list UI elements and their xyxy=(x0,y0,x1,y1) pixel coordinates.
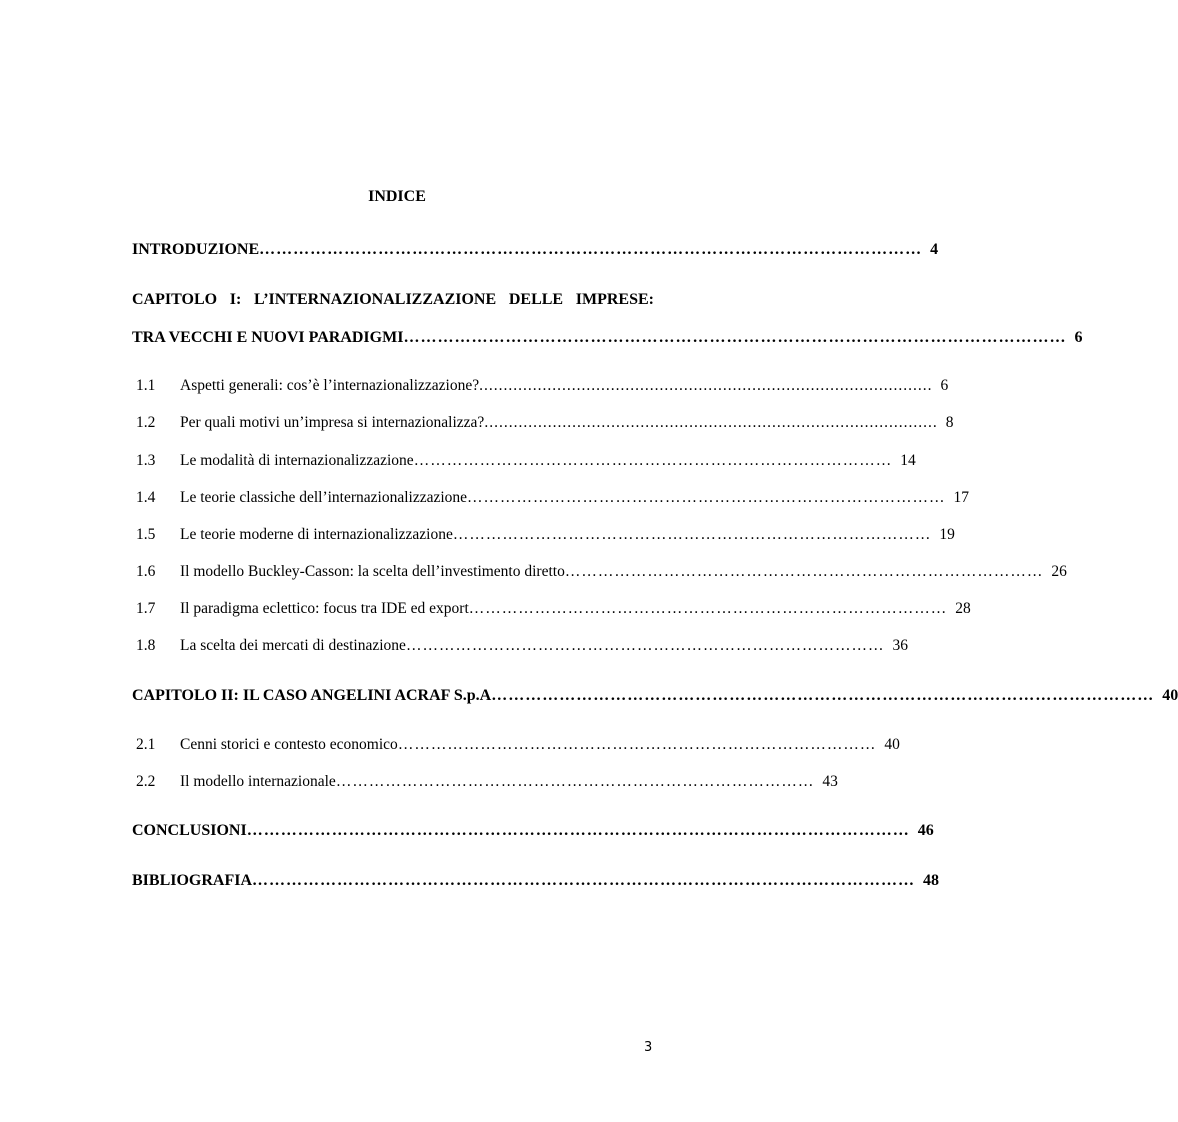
section-label: Il modello internazionale xyxy=(180,773,336,790)
dot-leader: ……………………………………………………………………………………………………… xyxy=(403,329,1067,346)
section-page: 14 xyxy=(900,452,916,469)
section-label: Cenni storici e contesto economico xyxy=(180,736,398,753)
toc-entry-label: BIBLIOGRAFIA xyxy=(132,872,253,889)
dot-leader: …………………………………………………………………………… xyxy=(413,452,893,469)
section-label: Le teorie moderne di internazionalizzazione xyxy=(180,526,453,543)
section-number: 2.2 xyxy=(136,773,156,790)
dot-leader: …………………………………………………………………………… xyxy=(467,489,946,506)
toc-section-2-2[interactable] xyxy=(136,772,838,792)
toc-entry-label: CAPITOLO II: IL CASO ANGELINI ACRAF S.p.A xyxy=(132,687,492,704)
toc-section-1-3[interactable] xyxy=(136,451,916,471)
section-page: 40 xyxy=(884,736,900,753)
page-number: 3 xyxy=(644,1040,653,1055)
section-label: Per quali motivi un’impresa si internazionalizza? xyxy=(180,414,485,431)
section-number: 1.4 xyxy=(136,489,156,506)
section-label: Il modello Buckley-Casson: la scelta dell’investimento diretto xyxy=(180,563,565,580)
toc-entry-label: CONCLUSIONI xyxy=(132,822,247,839)
section-label: Le teorie classiche dell’internazionalizzazione xyxy=(180,489,468,506)
toc-section-1-7[interactable] xyxy=(136,599,971,619)
section-label: Il paradigma eclettico: focus tra IDE ed export xyxy=(180,600,469,617)
section-label: La scelta dei mercati di destinazione xyxy=(180,637,406,654)
section-page: 28 xyxy=(955,600,971,617)
toc-section-1-4[interactable] xyxy=(136,488,970,508)
dot-leader: ……………………………………………………………………………………………………… xyxy=(491,687,1155,704)
toc-entry-chapter2[interactable] xyxy=(132,686,1178,706)
toc-entry-chapter1[interactable] xyxy=(132,328,1083,348)
section-number: 1.3 xyxy=(136,452,156,469)
toc-section-1-2[interactable] xyxy=(136,413,954,433)
toc-entry-bibliography[interactable] xyxy=(132,871,940,891)
dot-leader: …………………………………………………………………………… xyxy=(468,600,948,617)
toc-entry-chapter1-line1[interactable]: CAPITOLO I: L’INTERNAZIONALIZZAZIONE DELLE IMPRESE: xyxy=(132,291,654,308)
toc-entry-label: TRA VECCHI E NUOVI PARADIGMI xyxy=(132,329,404,346)
section-page: 17 xyxy=(953,489,970,506)
toc-entry-page: 48 xyxy=(923,872,940,889)
dot-leader: ……………………………………………………………………………………………………… xyxy=(259,241,923,258)
dot-leader: …………………………………………………………………………… xyxy=(397,736,877,753)
toc-entry-label: INTRODUZIONE xyxy=(132,241,260,258)
dot-leader: ............................................................................................. xyxy=(484,414,938,431)
section-page: 26 xyxy=(1051,563,1067,580)
section-page: 6 xyxy=(940,377,949,394)
section-number: 1.2 xyxy=(136,414,156,431)
section-page: 36 xyxy=(892,637,908,654)
toc-heading: INDICE xyxy=(368,188,426,205)
toc-section-2-1[interactable] xyxy=(136,735,900,755)
toc-section-1-8[interactable] xyxy=(136,636,908,656)
toc-entry-page: 4 xyxy=(930,241,939,258)
section-number: 1.8 xyxy=(136,637,156,654)
section-label: Aspetti generali: cos’è l’internazionalizzazione? xyxy=(180,377,480,394)
toc-entry-conclusions[interactable] xyxy=(132,821,934,841)
section-number: 2.1 xyxy=(136,736,156,753)
toc-entry-page: 46 xyxy=(917,822,934,839)
dot-leader: …………………………………………………………………………… xyxy=(335,773,815,790)
toc-section-1-1[interactable] xyxy=(136,376,949,396)
toc-section-1-6[interactable] xyxy=(136,562,1067,582)
section-number: 1.7 xyxy=(136,600,156,617)
dot-leader: ……………………………………………………………………………………………………… xyxy=(252,872,916,889)
dot-leader: …………………………………………………………………………… xyxy=(405,637,885,654)
section-number: 1.1 xyxy=(136,377,156,394)
dot-leader: ............................................................................................. xyxy=(479,377,933,394)
section-page: 43 xyxy=(822,773,838,790)
dot-leader: …………………………………………………………………………… xyxy=(564,563,1044,580)
dot-leader: …………………………………………………………………………… xyxy=(452,526,932,543)
dot-leader: ……………………………………………………………………………………………………… xyxy=(246,822,910,839)
toc-section-1-5[interactable] xyxy=(136,525,955,545)
toc-entry-introduction[interactable] xyxy=(132,240,939,260)
toc-entry-page: 6 xyxy=(1074,329,1083,346)
section-label: Le modalità di internazionalizzazione xyxy=(180,452,414,469)
toc-entry-page: 40 xyxy=(1162,687,1178,704)
section-number: 1.6 xyxy=(136,563,156,580)
section-page: 19 xyxy=(939,526,955,543)
section-page: 8 xyxy=(945,414,954,431)
section-number: 1.5 xyxy=(136,526,156,543)
